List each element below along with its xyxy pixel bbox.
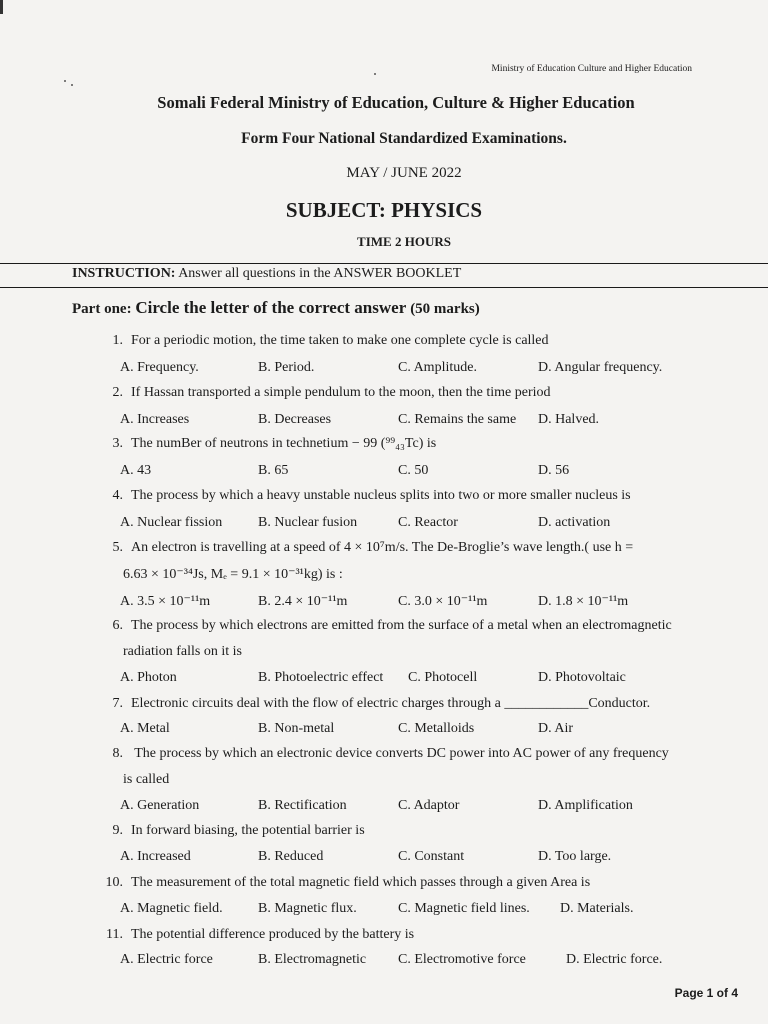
option-b: B. Rectification: [258, 798, 347, 813]
option-a: A. Electric force: [120, 952, 213, 967]
instruction-label: INSTRUCTION:: [72, 266, 176, 281]
option-d: D. 56: [538, 463, 570, 478]
question-number: 3.: [112, 436, 123, 451]
question-9: [99, 823, 365, 839]
option-c: C. Magnetic field lines.: [398, 901, 530, 916]
question-number: 7.: [112, 696, 123, 711]
question-8: [99, 746, 669, 762]
question-number: 5.: [112, 540, 123, 555]
question-text: Electronic circuits deal with the flow of electric charges through a ____________Conductor.: [131, 696, 651, 711]
divider-top: [0, 263, 768, 264]
option-d: D. Air: [538, 721, 573, 736]
question-11: [99, 927, 414, 943]
question-text-continued: is called: [123, 772, 170, 787]
option-d: D. Materials.: [560, 901, 634, 916]
part-one-lead: Part one:: [72, 301, 136, 317]
question-text: For a periodic motion, the time taken to make one complete cycle is called: [131, 333, 549, 348]
scan-speck: [71, 84, 73, 86]
option-b: B. Non-metal: [258, 721, 335, 736]
question-6: [99, 618, 672, 634]
option-c: C. Constant: [398, 849, 465, 864]
question-text: The numBer of neutrons in technetium − 99 (⁹⁹₄₃Tc) is: [131, 436, 437, 451]
question-3: [99, 436, 436, 452]
question-text: The potential difference produced by the battery is: [131, 927, 415, 942]
option-c: C. Reactor: [398, 515, 458, 530]
question-text-continued: radiation falls on it is: [123, 644, 242, 659]
option-b: B. Electromagnetic: [258, 952, 367, 967]
question-1: [99, 333, 549, 349]
question-text: If Hassan transported a simple pendulum to the moon, then the time period: [131, 385, 551, 400]
option-b: B. Decreases: [258, 412, 332, 427]
option-a: A. Metal: [120, 721, 170, 736]
option-c: C. 50: [398, 463, 429, 478]
option-d: D. Electric force.: [566, 952, 663, 967]
option-b: B. Nuclear fusion: [258, 515, 358, 530]
option-c: C. Metalloids: [398, 721, 475, 736]
option-c: C. Adaptor: [398, 798, 460, 813]
option-c: C. Electromotive force: [398, 952, 526, 967]
question-number: 6.: [112, 618, 123, 633]
question-text-continued: 6.63 × 10⁻³⁴Js, Mₑ = 9.1 × 10⁻³¹kg) is :: [123, 567, 343, 582]
ministry-small-header: Ministry of Education Culture and Higher Education: [491, 64, 692, 74]
question-2: [99, 385, 551, 401]
exam-date: MAY / JUNE 2022: [346, 165, 462, 181]
question-text: The measurement of the total magnetic field which passes through a given Area is: [131, 875, 591, 890]
part-one-heading: [72, 298, 480, 318]
question-number: 1.: [112, 333, 123, 348]
question-text: The process by which electrons are emitted from the surface of a metal when an electromagnetic: [131, 618, 672, 633]
option-b: B. 2.4 × 10⁻¹¹m: [258, 594, 348, 609]
option-b: B. 65: [258, 463, 289, 478]
option-b: B. Photoelectric effect: [258, 670, 384, 685]
option-a: A. Increases: [120, 412, 190, 427]
question-5: [99, 540, 633, 556]
option-d: D. Amplification: [538, 798, 633, 813]
question-4: [99, 488, 631, 504]
scan-speck: [64, 80, 66, 82]
option-b: B. Reduced: [258, 849, 324, 864]
option-d: D. Angular frequency.: [538, 360, 663, 375]
scan-speck: [374, 73, 376, 75]
option-a: A. Frequency.: [120, 360, 199, 375]
page-number: Page 1 of 4: [674, 986, 738, 1000]
option-a: A. Magnetic field.: [120, 901, 223, 916]
option-a: A. 3.5 × 10⁻¹¹m: [120, 594, 211, 609]
subject-title: SUBJECT: PHYSICS: [285, 198, 483, 222]
question-text: In forward biasing, the potential barrier is: [131, 823, 365, 838]
option-c: C. Amplitude.: [398, 360, 477, 375]
question-text: The process by which an electronic device converts DC power into AC power of any frequency: [131, 746, 669, 761]
option-b: B. Period.: [258, 360, 315, 375]
question-number: 4.: [112, 488, 123, 503]
question-number: 8.: [112, 746, 123, 761]
question-number: 9.: [112, 823, 123, 838]
option-a: A. Nuclear fission: [120, 515, 223, 530]
option-c: C. Remains the same: [398, 412, 517, 427]
exam-title: Form Four National Standardized Examinations.: [241, 130, 567, 147]
option-d: D. Photovoltaic: [538, 670, 626, 685]
question-7: [99, 696, 650, 712]
scan-edge-mark: [0, 0, 3, 14]
question-number: 11.: [106, 927, 123, 942]
part-one-marks: (50 marks): [410, 301, 480, 317]
option-b: B. Magnetic flux.: [258, 901, 357, 916]
option-d: D. activation: [538, 515, 611, 530]
question-number: 2.: [112, 385, 123, 400]
option-d: D. Too large.: [538, 849, 612, 864]
option-a: A. Generation: [120, 798, 200, 813]
option-c: C. 3.0 × 10⁻¹¹m: [398, 594, 488, 609]
exam-duration: TIME 2 HOURS: [357, 234, 451, 249]
question-text: The process by which a heavy unstable nucleus splits into two or more smaller nucleus is: [131, 488, 631, 503]
option-a: A. 43: [120, 463, 152, 478]
option-c: C. Photocell: [408, 670, 478, 685]
question-text: An electron is travelling at a speed of 4 × 10⁷m/s. The De-Broglie’s wave length.( use h =: [131, 540, 634, 555]
option-d: D. 1.8 × 10⁻¹¹m: [538, 594, 629, 609]
instruction-text: Answer all questions in the ANSWER BOOKLET: [175, 266, 462, 281]
question-10: [99, 875, 590, 891]
divider-bottom: [0, 287, 768, 288]
instruction: [72, 266, 461, 282]
ministry-title: Somali Federal Ministry of Education, Culture & Higher Education: [157, 93, 635, 112]
option-a: A. Photon: [120, 670, 177, 685]
option-d: D. Halved.: [538, 412, 600, 427]
question-number: 10.: [105, 875, 123, 890]
part-one-instruction: Circle the letter of the correct answer: [135, 298, 411, 317]
option-a: A. Increased: [120, 849, 191, 864]
